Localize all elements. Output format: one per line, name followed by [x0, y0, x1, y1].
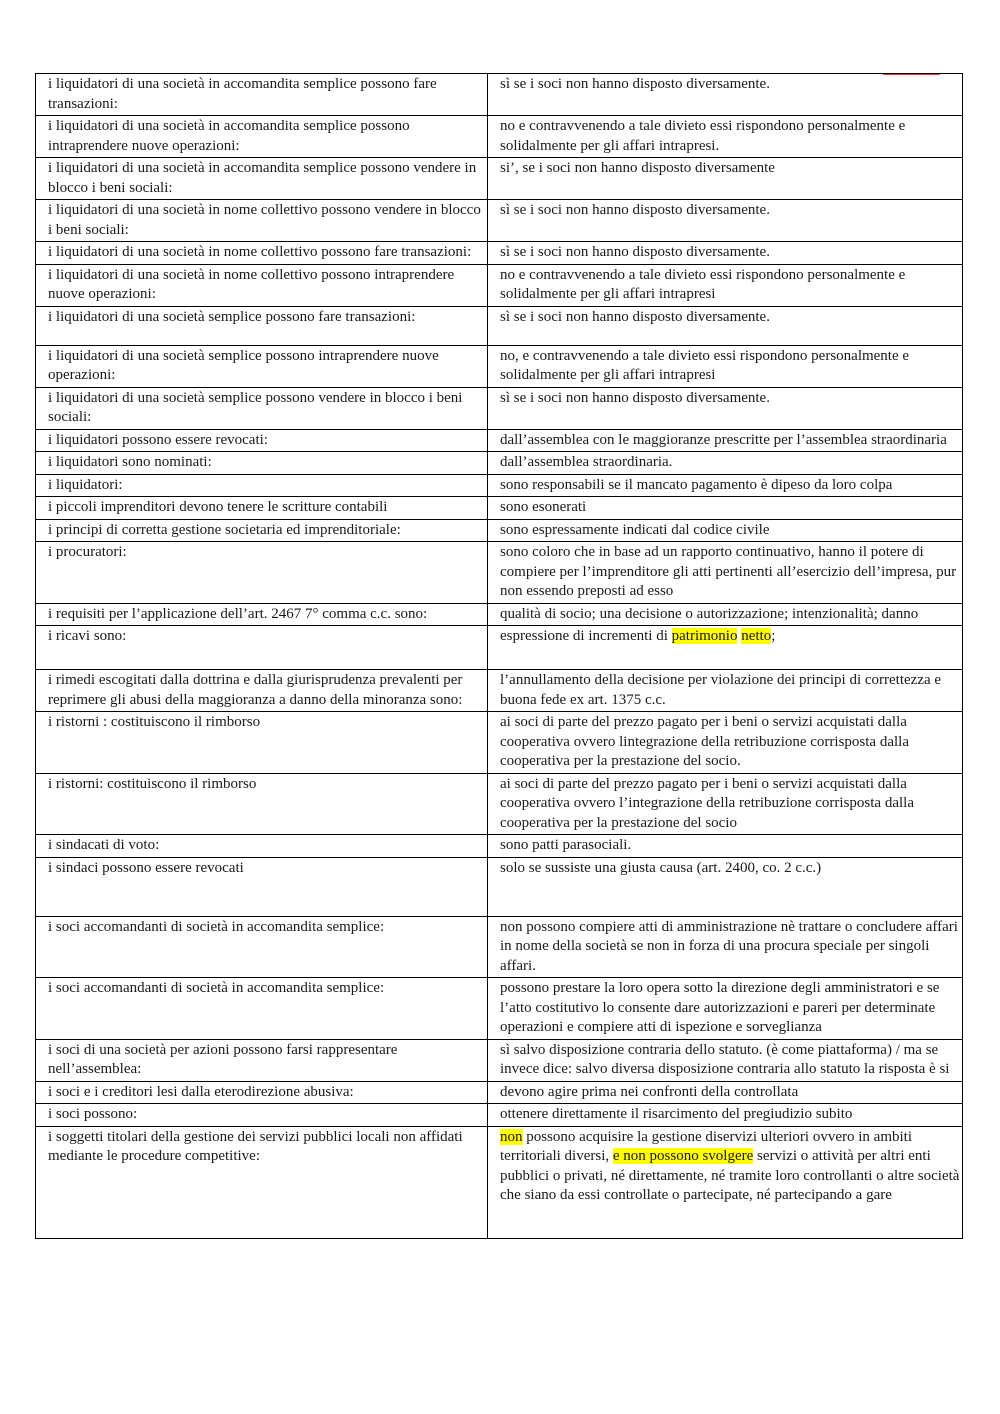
answer-text: sono espressamente indicati dal codice civile — [500, 521, 770, 538]
answer-text: ottenere direttamente il risarcimento del pregiudizio subito — [500, 1106, 853, 1122]
answer-cell — [488, 773, 963, 835]
answer-cell — [488, 474, 963, 497]
answer-text: dall’assemblea straordinaria. — [500, 454, 673, 470]
answer-cell — [488, 712, 963, 774]
table-row — [36, 474, 963, 497]
document-page — [35, 73, 962, 1239]
qa-table — [35, 73, 963, 1239]
question-cell: i procuratori: — [36, 542, 488, 604]
answer-cell — [488, 603, 963, 626]
answer-cell — [488, 306, 963, 345]
answer-text: si’, se i soci non hanno disposto diversamente — [500, 160, 775, 176]
answer-cell — [488, 158, 963, 200]
question-cell: i soci possono: — [36, 1104, 488, 1127]
table-row — [36, 158, 963, 200]
highlighted-text: non — [500, 1128, 523, 1145]
question-cell: i liquidatori possono essere revocati: — [36, 429, 488, 452]
table-row — [36, 1081, 963, 1104]
highlighted-text: patrimonio — [671, 628, 738, 644]
table-row — [36, 74, 963, 116]
question-cell: i liquidatori di una società semplice possono fare transazioni: — [36, 306, 488, 345]
table-row — [36, 1039, 963, 1081]
answer-cell — [488, 1081, 963, 1104]
table-row — [36, 429, 963, 452]
table-row — [36, 387, 963, 429]
table-row — [36, 452, 963, 475]
question-cell: i soci accomandanti di società in accomandita semplice: — [36, 978, 488, 1040]
answer-text: no e contravvenendo a tale divieto essi rispondono personalmente e solidalmente per gli affari intrapresi. — [500, 118, 906, 154]
answer-cell — [488, 519, 963, 542]
table-row — [36, 200, 963, 242]
table-row — [36, 670, 963, 712]
table-row — [36, 519, 963, 542]
answer-text: servizi o attività per altri enti pubblici o privati, né direttamente, né tramite loro controllanti o altre società che siano da essi controllate o partecipate, né partecipando a gare — [500, 1148, 960, 1203]
answer-text: sono esonerati — [500, 499, 587, 515]
question-cell: i ricavi sono: — [36, 626, 488, 670]
question-cell: i soggetti titolari della gestione dei servizi pubblici locali non affidati mediante le procedure competitive: — [36, 1126, 488, 1238]
question-cell: i principi di corretta gestione societaria ed imprenditoriale: — [36, 519, 488, 542]
answer-text: sono patti parasociali. — [500, 837, 632, 853]
table-row — [36, 626, 963, 670]
question-cell: i liquidatori: — [36, 474, 488, 497]
answer-cell — [488, 387, 963, 429]
question-cell: i sindaci possono essere revocati — [36, 857, 488, 916]
question-cell: i liquidatori di una società in nome collettivo possono intraprendere nuove operazioni: — [36, 264, 488, 306]
question-cell: i liquidatori di una società in accomandita semplice possono vendere in blocco i beni sociali: — [36, 158, 488, 200]
question-cell: i liquidatori di una società in accomandita semplice possono fare transazioni: — [36, 74, 488, 116]
answer-text: ; — [771, 628, 776, 644]
answer-text: sì se i soci non hanno disposto diversamente. — [500, 244, 770, 260]
answer-text: sì se i soci non hanno disposto diversamente. — [500, 202, 770, 218]
answer-cell — [488, 542, 963, 604]
answer-text: qualità di socio; una decisione o autorizzazione; intenzionalità; danno — [500, 605, 919, 622]
answer-text: solo se sussiste una giusta causa (art. 2400, co. 2 c.c.) — [500, 859, 822, 876]
table-row — [36, 712, 963, 774]
table-row — [36, 497, 963, 520]
answer-cell — [488, 200, 963, 242]
table-row — [36, 542, 963, 604]
answer-cell — [488, 835, 963, 858]
answer-cell — [488, 916, 963, 978]
answer-cell — [488, 497, 963, 520]
answer-cell — [488, 857, 963, 916]
answer-text: sono responsabili se il mancato pagamento è dipeso da loro colpa — [500, 476, 893, 493]
question-cell: i liquidatori di una società semplice possono vendere in blocco i beni sociali: — [36, 387, 488, 429]
question-cell: i rimedi escogitati dalla dottrina e dalla giurisprudenza prevalenti per reprimere gli abusi della maggioranza a danno della minoranza sono: — [36, 670, 488, 712]
answer-text: possono prestare la loro opera sotto la direzione degli amministratori e se l’atto costitutivo lo consente dare autorizzazioni e pareri per determinate operazioni e compiere atti di ispezione e sorveglianza — [500, 980, 940, 1035]
answer-cell — [488, 429, 963, 452]
answer-text: no e contravvenendo a tale divieto essi rispondono personalmente e solidalmente per gli affari intrapresi — [500, 266, 906, 302]
table-row — [36, 857, 963, 916]
answer-cell — [488, 1039, 963, 1081]
question-cell: i soci accomandanti di società in accomandita semplice: — [36, 916, 488, 978]
answer-text: no, e contravvenendo a tale divieto essi rispondono personalmente e solidalmente per gli affari intrapresi — [500, 347, 910, 383]
answer-text: sì se i soci non hanno disposto diversamente. — [500, 76, 770, 92]
question-cell: i liquidatori di una società semplice possono intraprendere nuove operazioni: — [36, 345, 488, 387]
answer-cell — [488, 626, 963, 670]
table-row — [36, 1126, 963, 1238]
highlighted-text: e non possono svolgere — [612, 1148, 754, 1164]
table-row — [36, 116, 963, 158]
answer-cell — [488, 670, 963, 712]
question-cell: i soci di una società per azioni possono farsi rappresentare nell’assemblea: — [36, 1039, 488, 1081]
question-cell: i liquidatori sono nominati: — [36, 452, 488, 475]
answer-text: sì salvo disposizione contraria dello statuto. (è come piattaforma) / ma se invece dice: salvo diversa disposizione contraria allo statuto la risposta è si — [500, 1041, 950, 1077]
table-row — [36, 306, 963, 345]
table-row — [36, 916, 963, 978]
answer-text: ai soci di parte del prezzo pagato per i beni o servizi acquistati dalla cooperativa ovvero lintegrazione della retribuzione corrisposta dalla cooperativa per la prestazione del socio. — [500, 714, 909, 769]
answer-cell — [488, 74, 963, 116]
answer-text: sono coloro che in base ad un rapporto continuativo, hanno il potere di compiere per l’imprenditore gli atti pertinenti all’esercizio dell’impresa, pur non essendo preposti ad esso — [500, 544, 957, 599]
answer-cell — [488, 452, 963, 475]
table-row — [36, 835, 963, 858]
question-cell: i sindacati di voto: — [36, 835, 488, 858]
answer-cell — [488, 978, 963, 1040]
highlighted-text: netto — [741, 628, 772, 644]
answer-cell — [488, 264, 963, 306]
table-row — [36, 978, 963, 1040]
answer-text: non possono compiere atti di amministrazione nè trattare o concludere affari in nome della società se non in forza di una procura speciale per singoli affari. — [500, 918, 958, 974]
table-row — [36, 1104, 963, 1127]
answer-text: sì se i soci non hanno disposto diversamente. — [500, 308, 770, 325]
question-cell: i ristorni : costituiscono il rimborso — [36, 712, 488, 774]
question-cell: i requisiti per l’applicazione dell’art. 2467 7° comma c.c. sono: — [36, 603, 488, 626]
answer-text: devono agire prima nei confronti della controllata — [500, 1083, 799, 1100]
question-cell: i liquidatori di una società in accomandita semplice possono intraprendere nuove operazioni: — [36, 116, 488, 158]
question-cell: i liquidatori di una società in nome collettivo possono vendere in blocco i beni sociali: — [36, 200, 488, 242]
answer-text: espressione di incrementi di — [500, 628, 672, 644]
qa-table-body — [36, 74, 963, 1239]
answer-text: ai soci di parte del prezzo pagato per i beni o servizi acquistati dalla cooperativa ovvero l’integrazione della retribuzione corrisposta dalla cooperativa per la prestazione del socio — [500, 775, 914, 831]
table-row — [36, 264, 963, 306]
answer-text: possono acquisire la gestione diservizi ulteriori ovvero in ambiti territoriali diversi, — [500, 1128, 912, 1164]
answer-cell — [488, 242, 963, 265]
answer-cell — [488, 1126, 963, 1238]
question-cell: i liquidatori di una società in nome collettivo possono fare transazioni: — [36, 242, 488, 265]
table-row — [36, 773, 963, 835]
question-cell: i ristorni: costituiscono il rimborso — [36, 773, 488, 835]
answer-text: dall’assemblea con le maggioranze prescritte per l’assemblea straordinaria — [500, 431, 947, 448]
table-row — [36, 242, 963, 265]
answer-text: sì se i soci non hanno disposto diversamente. — [500, 389, 770, 406]
answer-text: l’annullamento della decisione per violazione dei principi di correttezza e buona fede ex art. 1375 c.c. — [500, 672, 942, 708]
answer-cell — [488, 1104, 963, 1127]
answer-cell — [488, 116, 963, 158]
question-cell: i piccoli imprenditori devono tenere le scritture contabili — [36, 497, 488, 520]
table-row — [36, 345, 963, 387]
question-cell: i soci e i creditori lesi dalla eterodirezione abusiva: — [36, 1081, 488, 1104]
answer-cell — [488, 345, 963, 387]
table-row — [36, 603, 963, 626]
